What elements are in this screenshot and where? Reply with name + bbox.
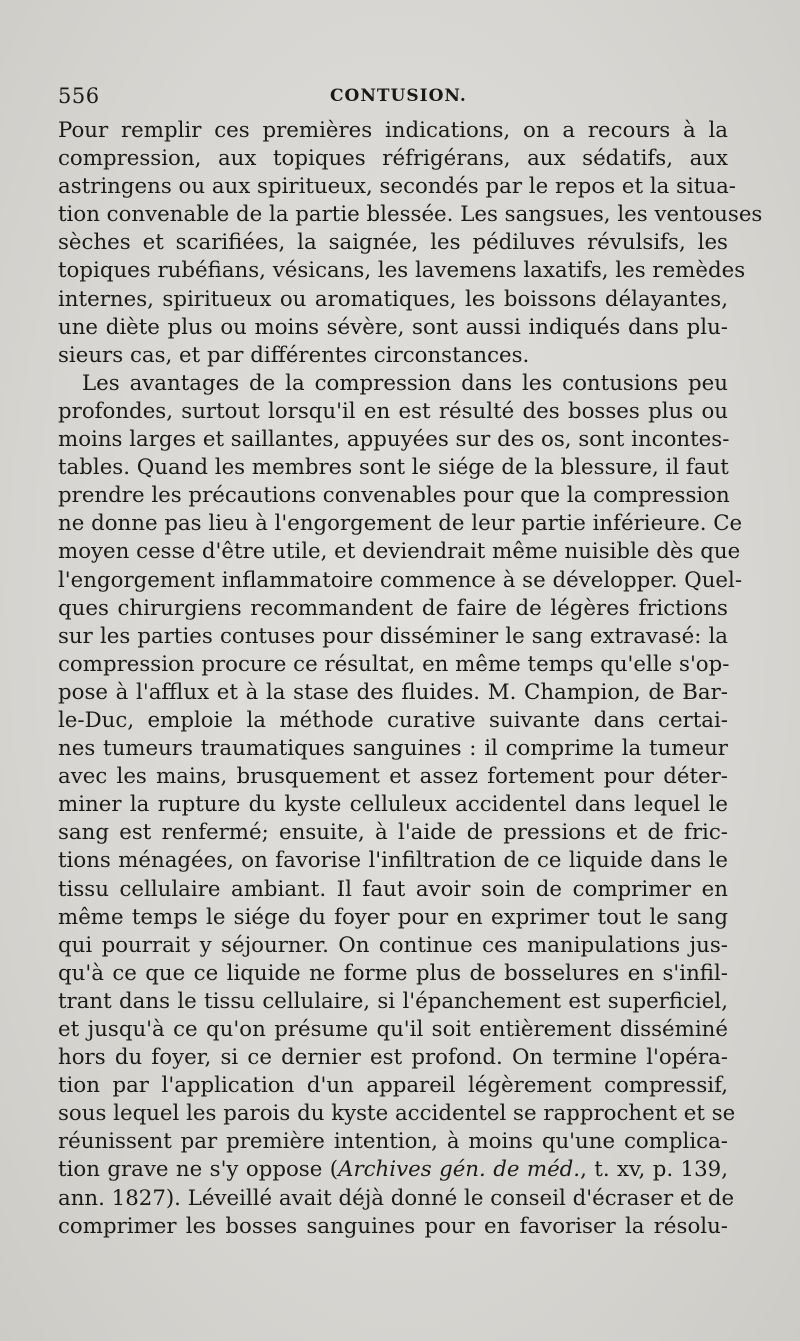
text-line: topiques rubéfians, vésicans, les lavemens laxatifs, les remèdes xyxy=(58,258,746,284)
text-line: compression, aux topiques réfrigérans, aux sédatifs, aux xyxy=(58,146,728,172)
text-line: astringens ou aux spiritueux, secondés par le repos et la situa- xyxy=(58,174,737,200)
paragraph-1 xyxy=(58,117,763,370)
text-line: qu'à ce que ce liquide ne forme plus de bosselures en s'infil- xyxy=(58,960,728,986)
text-line: sous lequel les parois du kyste accidentel se rapprochent et se xyxy=(58,1101,736,1127)
text-line: réunissent par première intention, à moins qu'une complica- xyxy=(58,1129,728,1155)
text-line: compression procure ce résultat, en même temps qu'elle s'op- xyxy=(58,651,730,677)
text-line: hors du foyer, si ce dernier est profond. On termine l'opéra- xyxy=(58,1045,728,1071)
citation-before: tion grave ne s'y oppose ( xyxy=(58,1157,339,1183)
text-line: tions ménagées, on favorise l'infiltration de ce liquide dans le xyxy=(58,848,728,874)
text-line: prendre les précautions convenables pour que la compression xyxy=(58,483,730,509)
text-line: le-Duc, emploie la méthode curative suivante dans certai- xyxy=(58,707,728,733)
citation-line xyxy=(58,1156,728,1184)
text-line: qui pourrait y séjourner. On continue ces manipulations jus- xyxy=(58,932,728,958)
text-line: tion par l'application d'un appareil légèrement compressif, xyxy=(58,1073,728,1099)
text-line: ne donne pas lieu à l'engorgement de leur partie inférieure. Ce xyxy=(58,511,743,537)
citation-journal: Archives gén. de méd. xyxy=(338,1157,581,1183)
text-line: sur les parties contuses pour disséminer le sang extravasé: la xyxy=(58,623,728,649)
text-line: sèches et scarifiées, la saignée, les pédiluves révulsifs, les xyxy=(58,230,728,256)
text-line: moins larges et saillantes, appuyées sur des os, sont incontes- xyxy=(58,427,730,453)
text-line: sieurs cas, et par différentes circonstances. xyxy=(58,342,530,368)
text-line: comprimer les bosses sanguines pour en favoriser la résolu- xyxy=(58,1213,728,1239)
text-line: avec les mains, brusquement et assez fortement pour déter- xyxy=(58,764,728,790)
text-line: et jusqu'à ce qu'on présume qu'il soit entièrement disséminé xyxy=(58,1017,728,1042)
text-line: Pour remplir ces premières indications, on a recours à la xyxy=(58,118,728,143)
text-line: pose à l'afflux et à la stase des fluides. M. Champion, de Bar- xyxy=(58,679,728,705)
text-line: profondes, surtout lorsqu'il en est résulté des bosses plus ou xyxy=(58,398,728,424)
text-line: miner la rupture du kyste celluleux accidentel dans lequel le xyxy=(58,792,728,818)
text-line: nes tumeurs traumatiques sanguines : il comprime la tumeur xyxy=(58,736,728,762)
text-line: tissu cellulaire ambiant. Il faut avoir soin de comprimer en xyxy=(58,876,728,902)
text-line: moyen cesse d'être utile, et deviendrait même nuisible dès que xyxy=(58,539,741,565)
text-line: une diète plus ou moins sévère, sont aussi indiqués dans plu- xyxy=(58,314,728,340)
paragraph-2 xyxy=(58,370,743,1241)
text-line: l'engorgement inflammatoire commence à se développer. Quel- xyxy=(58,567,743,593)
running-head xyxy=(58,84,728,114)
text-line: sang est renfermé; ensuite, à l'aide de pressions et de fric- xyxy=(58,820,728,846)
text-line: internes, spiritueux ou aromatiques, les boissons délayantes, xyxy=(58,286,728,312)
running-title: CONTUSION. xyxy=(330,86,467,106)
text-line: même temps le siége du foyer pour en exprimer tout le sang xyxy=(58,904,728,930)
text-line: ques chirurgiens recommandent de faire de légères frictions xyxy=(58,595,728,621)
body-text xyxy=(58,117,763,1241)
text-line: tables. Quand les membres sont le siége de la blessure, il faut xyxy=(58,455,729,481)
text-line: ann. 1827). Léveillé avait déjà donné le conseil d'écraser et de xyxy=(58,1185,735,1211)
text-line: tion convenable de la partie blessée. Les sangsues, les ventouses xyxy=(58,202,763,228)
citation-after: , t. xv, p. 139, xyxy=(580,1157,728,1183)
text-line: Les avantages de la compression dans les contusions peu xyxy=(82,370,728,396)
text-line: trant dans le tissu cellulaire, si l'épanchement est superficiel, xyxy=(58,988,728,1014)
page-number: 556 xyxy=(58,84,100,108)
